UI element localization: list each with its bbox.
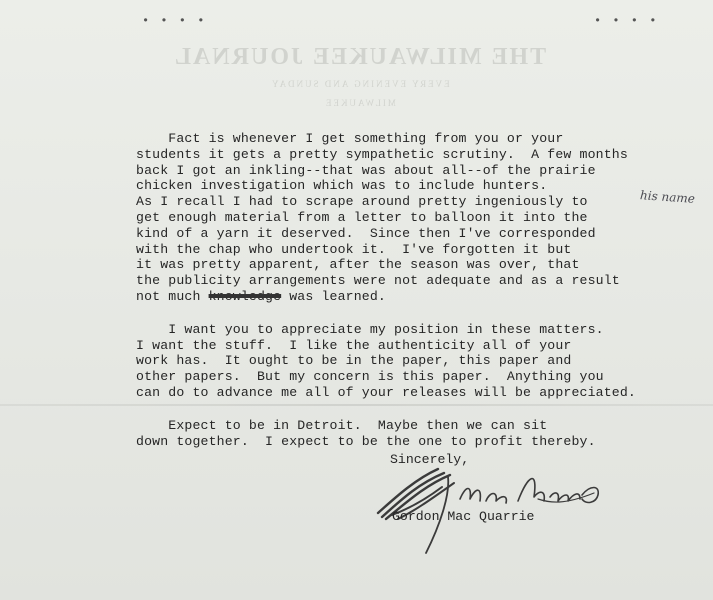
- letter-body: [136, 131, 696, 466]
- text-line: it was pretty apparent, after the season was over, that: [136, 257, 580, 273]
- letterhead-city: MILWAUKEE: [324, 98, 396, 108]
- struck-word: knowledge: [208, 288, 282, 304]
- text-line: I want the stuff. I like the authenticity all of your: [136, 337, 572, 353]
- letterhead-title: THE MILWAUKEE JOURNAL: [173, 44, 547, 70]
- text-line: back I got an inkling--that was about all--of the prairie: [136, 162, 596, 178]
- bleed-through-letterhead: [140, 44, 580, 111]
- staple-marks-right: • • • •: [594, 14, 659, 28]
- staple-marks-left: • • • •: [142, 14, 207, 28]
- text-line: chicken investigation which was to include hunters.: [136, 178, 548, 194]
- text-line-with-strikeout: not much knowledge was learned.: [136, 288, 386, 304]
- handwritten-note: his name: [639, 188, 696, 206]
- text-line: other papers. But my concern is this paper. Anything you: [136, 369, 604, 385]
- letterhead-subtitle: EVERY EVENING AND SUNDAY: [270, 79, 450, 89]
- text-line: can do to advance me all of your releases will be appreciated.: [136, 384, 636, 400]
- typed-signer-name: Gordon Mac Quarrie: [392, 509, 535, 524]
- text-line: down together. I expect to be the one to profit thereby.: [136, 433, 596, 449]
- text-line: As I recall I had to scrape around pretty ingeniously to: [136, 194, 588, 210]
- text-line: with the chap who undertook it. I've forgotten it but: [136, 241, 572, 257]
- closing: Sincerely,: [390, 452, 470, 467]
- text-line: I want you to appreciate my position in these matters.: [136, 321, 604, 337]
- text-line: Expect to be in Detroit. Maybe then we can sit: [136, 417, 548, 433]
- text-line: get enough material from a letter to balloon it into the: [136, 209, 588, 225]
- text-line: kind of a yarn it deserved. Since then I've corresponded: [136, 225, 596, 241]
- text-line: the publicity arrangements were not adequate and as a result: [136, 273, 620, 289]
- text-line: work has. It ought to be in the paper, this paper and: [136, 353, 572, 369]
- paragraph-2: [136, 322, 696, 401]
- text-line: students it gets a pretty sympathetic scrutiny. A few months: [136, 146, 628, 162]
- text-line: Fact is whenever I get something from you or your: [136, 131, 564, 146]
- paragraph-3: [136, 418, 696, 450]
- paragraph-1: [136, 131, 696, 305]
